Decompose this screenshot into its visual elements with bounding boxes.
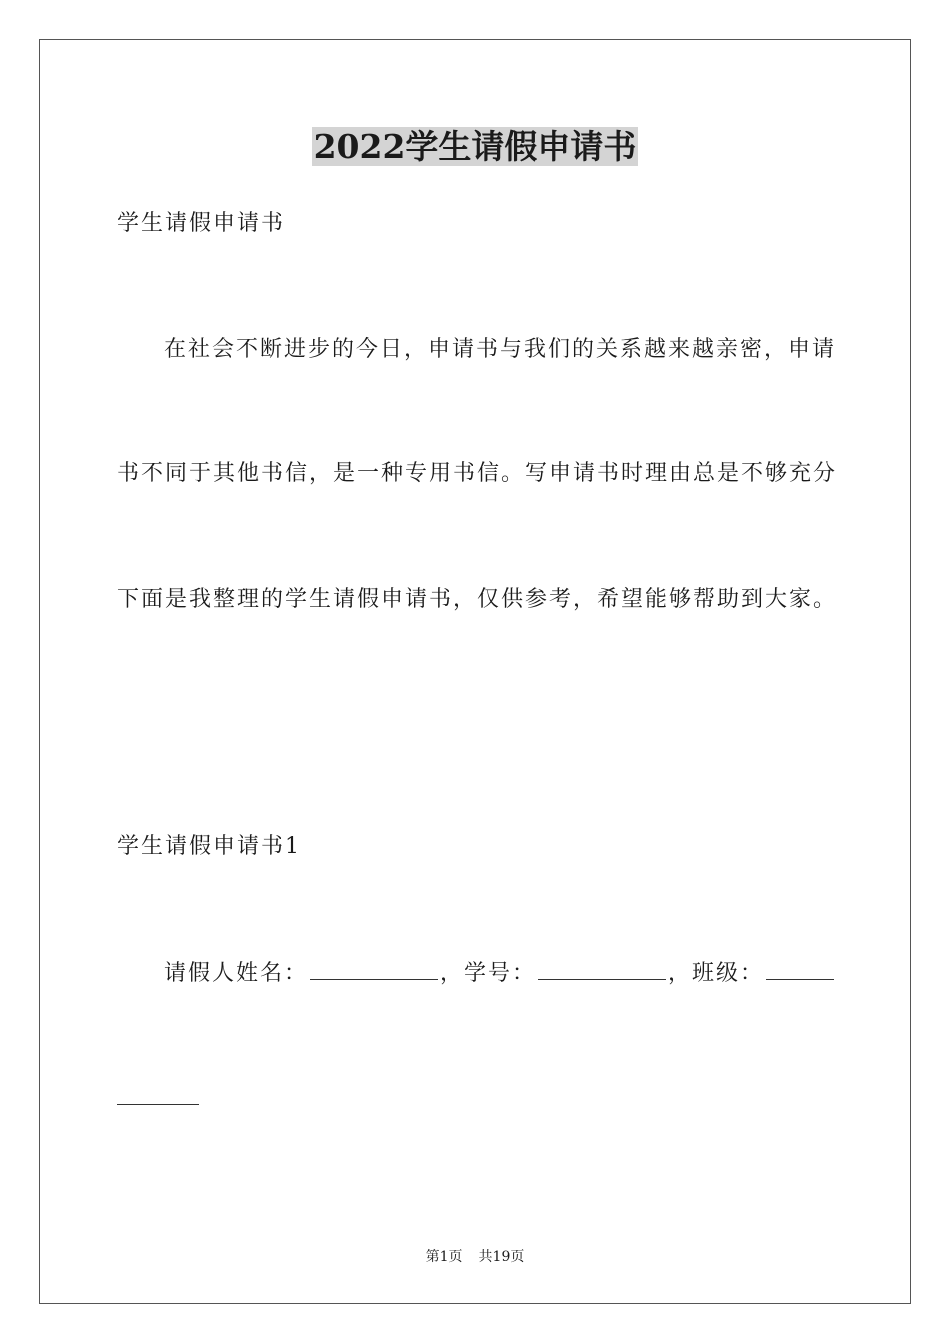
page-current: 第1页 [425,1249,463,1265]
name-label: 请假人姓名： [164,961,309,986]
form-line [164,957,836,989]
section-heading: 学生请假申请书1 [117,834,301,859]
intro-paragraph-line-1: 在社会不断进步的今日，申请书与我们的关系越来越亲密，申请 [164,337,837,362]
page-footer [0,1247,950,1267]
class-blank-continued [117,1103,199,1105]
document-subtitle: 学生请假申请书 [117,211,286,236]
intro-paragraph-line-3: 下面是我整理的学生请假申请书，仅供参考，希望能够帮助到大家。 [117,587,838,612]
class-label: ，班级： [668,961,765,986]
student-id-label: ，学号： [440,961,537,986]
document-title [0,126,950,168]
name-blank [310,957,438,980]
student-id-blank [538,957,666,980]
class-blank [766,957,834,980]
intro-paragraph-line-2: 书不同于其他书信，是一种专用书信。写申请书时理由总是不够充分 [117,461,838,486]
page-total: 共19页 [478,1249,525,1265]
document-title-text: 2022学生请假申请书 [313,127,637,166]
